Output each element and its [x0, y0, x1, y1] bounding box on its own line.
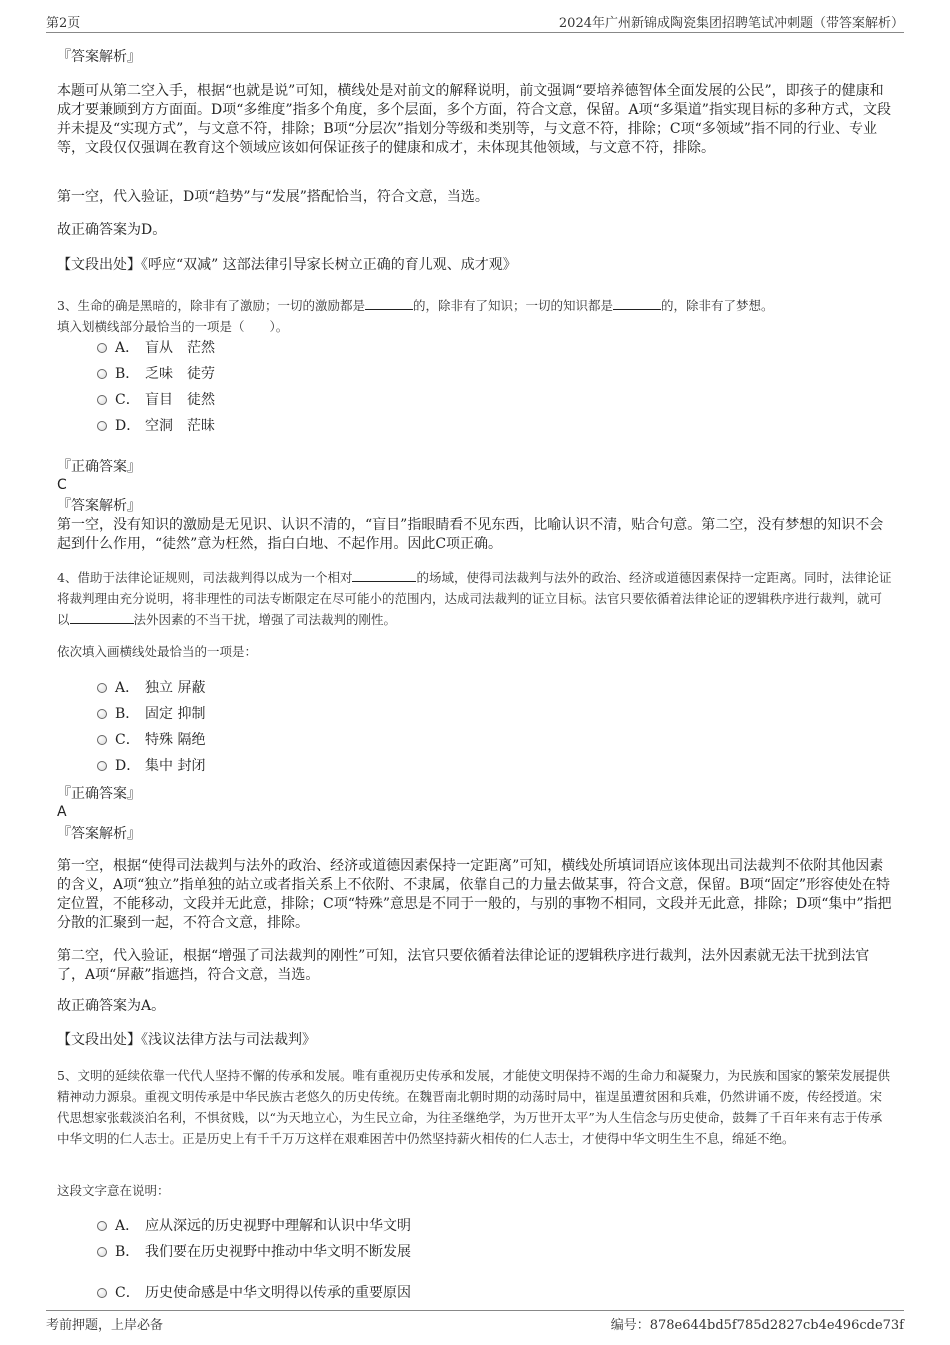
radio-button-icon[interactable] — [97, 683, 107, 693]
option-text: 历史使命感是中华文明得以传承的重要原因 — [145, 1285, 411, 1301]
radio-button-icon[interactable] — [97, 369, 107, 379]
option-text: 固定 抑制 — [145, 706, 206, 722]
q4-option-b[interactable] — [97, 705, 205, 724]
option-letter: D． — [115, 418, 141, 434]
radio-button-icon[interactable] — [97, 395, 107, 405]
q3-analysis-label: 『答案解析』 — [57, 498, 141, 514]
page-footer — [46, 1310, 904, 1331]
q3-analysis: 第一空，没有知识的激励是无见识、认识不清的，“盲目”指眼睛看不见东西，比喻认识不清，贴合句意。第二空，没有梦想的知识不会起到什么作用，“徒然”意为枉然，指白白地、不起作用。因此C项正确。 — [57, 517, 884, 552]
option-letter: B． — [115, 706, 140, 722]
q4-prompt: 依次填入画横线处最恰当的一项是： — [57, 644, 258, 659]
option-text: 应从深远的历史视野中理解和认识中华文明 — [145, 1218, 411, 1234]
option-text: 盲从 茫然 — [145, 340, 215, 356]
option-letter: C． — [115, 392, 140, 408]
radio-button-icon[interactable] — [97, 735, 107, 745]
radio-button-icon[interactable] — [97, 761, 107, 771]
q3-stem-part-c: 的，除非有了梦想。 — [660, 298, 774, 313]
q2-analysis-p3: 故正确答案为D。 — [57, 222, 167, 238]
option-letter: C． — [115, 1285, 140, 1301]
option-letter: A． — [115, 680, 140, 696]
q3-prompt: 填入划横线部分最恰当的一项是（ ）。 — [57, 319, 289, 334]
option-text: 乏味 徒劳 — [145, 366, 215, 382]
blank-line — [365, 297, 413, 310]
q3-answer: C — [57, 477, 67, 493]
q2-analysis-label: 『答案解析』 — [57, 49, 141, 65]
q4-analysis-p1: 第一空，根据“使得司法裁判与法外的政治、经济或道德因素保持一定距离”可知，横线处所填词语应该体现出司法裁判不依附其他因素的含义，A项“独立”指单独的站立或者指关系上不依附、不隶属，依靠自己的力量去做某事，符合文意，保留。B项“固定”形容使处在特定位置，不能移动，文段并无此意，排除；C项“特殊”意思是不同于一般的，与别的事物不相同，文段并无此意，排除；D项“集中”指把分散的汇聚到一起，不符合文意，排除。 — [57, 858, 892, 931]
q4-stem — [57, 567, 893, 630]
q3-option-b[interactable] — [97, 365, 215, 384]
blank-line — [70, 611, 134, 624]
q3-stem-part-a: 3、生命的确是黑暗的，除非有了激励；一切的激励都是 — [57, 298, 365, 313]
footer-slogan: 考前押题，上岸必备 — [46, 1318, 164, 1333]
radio-button-icon[interactable] — [97, 343, 107, 353]
q4-option-a[interactable] — [97, 679, 205, 698]
q4-stem-part-c: 法外因素的不当干扰，增强了司法裁判的刚性。 — [133, 612, 397, 627]
blank-line — [613, 297, 661, 310]
q4-source: 【文段出处】《浅议法律方法与司法裁判》 — [57, 1032, 316, 1048]
q4-stem-part-a: 4、借助于法律论证规则，司法裁判得以成为一个相对 — [57, 570, 353, 585]
option-text: 集中 封闭 — [145, 758, 206, 774]
q2-source: 【文段出处】《呼应“双减” 这部法律引导家长树立正确的育儿观、成才观》 — [57, 257, 517, 273]
option-letter: A． — [115, 1218, 140, 1234]
option-text: 我们要在历史视野中推动中华文明不断发展 — [145, 1244, 411, 1260]
option-letter: D． — [115, 758, 141, 774]
q5-option-a[interactable] — [97, 1217, 411, 1236]
option-text: 空洞 茫昧 — [145, 418, 215, 434]
page-header — [46, 10, 904, 33]
blank-line — [352, 569, 416, 582]
q2-analysis-p1: 本题可从第二空入手，根据“也就是说”可知，横线处是对前文的解释说明，前文强调“要培养德智体全面发展的公民”，即孩子的健康和成才要兼顾到方方面面。D项“多维度”指多个角度，多个层面，多个方面，符合文意，保留。A项“多渠道”指实现目标的多种方式，文段并未提及“实现方式”，与文意不符，排除；B项“分层次”指划分等级和类别等，与文意不符，排除；C项“多领域”指不同的行业、专业等，文段仅仅强调在教育这个领域应该如何保证孩子的健康和成才，未体现其他领域，与文意不符，排除。 — [57, 83, 891, 156]
q4-analysis-label: 『答案解析』 — [57, 826, 141, 842]
q3-option-a[interactable] — [97, 339, 215, 358]
q5-option-b[interactable] — [97, 1243, 411, 1262]
q5-prompt: 这段文字意在说明： — [57, 1183, 170, 1198]
q4-stem-part-b: 的场域，使得司法裁判与法外的政治、经济或道德因素保持一定距离。同时，法律论证将裁判理由充分说明，将非理性的司法专断限定在尽可能小的范围内，达成司法裁判的证立目标。法官只要依循着法律论证的逻辑秩序进行裁判，就可以 — [57, 570, 892, 627]
q3-answer-label: 『正确答案』 — [57, 459, 141, 475]
q2-analysis-p2: 第一空，代入验证，D项“趋势”与“发展”搭配恰当，符合文意，当选。 — [57, 189, 489, 205]
option-text: 独立 屏蔽 — [145, 680, 206, 696]
page-number: 第2页 — [46, 16, 81, 31]
option-letter: A． — [115, 340, 140, 356]
radio-button-icon[interactable] — [97, 709, 107, 719]
radio-button-icon[interactable] — [97, 1221, 107, 1231]
q4-answer-label: 『正确答案』 — [57, 786, 141, 802]
q4-analysis-p3: 故正确答案为A。 — [57, 998, 166, 1014]
option-text: 特殊 隔绝 — [145, 732, 206, 748]
option-letter: B． — [115, 366, 140, 382]
radio-button-icon[interactable] — [97, 1247, 107, 1257]
q3-stem — [57, 295, 893, 337]
q5-option-c[interactable] — [97, 1284, 411, 1303]
document-id: 编号：878e644bd5f785d2827cb4e496cde73f — [610, 1318, 904, 1333]
option-letter: C． — [115, 732, 140, 748]
q4-option-c[interactable] — [97, 731, 205, 750]
document-title: 2024年广州新锦成陶瓷集团招聘笔试冲刺题（带答案解析） — [558, 16, 904, 31]
option-letter: B． — [115, 1244, 140, 1260]
q4-answer: A — [57, 804, 67, 820]
radio-button-icon[interactable] — [97, 421, 107, 431]
q4-option-d[interactable] — [97, 757, 205, 776]
q3-stem-part-b: 的，除非有了知识；一切的知识都是 — [412, 298, 613, 313]
q3-option-c[interactable] — [97, 391, 215, 410]
q3-option-d[interactable] — [97, 417, 215, 436]
q4-analysis-p2: 第二空，代入验证，根据“增强了司法裁判的刚性”可知，法官只要依循着法律论证的逻辑秩序进行裁判，法外因素就无法干扰到法官了，A项“屏蔽”指遮挡，符合文意，当选。 — [57, 948, 870, 983]
q5-stem: 5、文明的延续依靠一代代人坚持不懈的传承和发展。唯有重视历史传承和发展，才能使文明保持不竭的生命力和凝聚力，为民族和国家的繁荣发展提供精神动力源泉。重视文明传承是中华民族古老悠久的历史传统。在魏晋南北朝时期的动荡时局中，崔逞虽遭贫困和兵难，仍然讲诵不废，传经授道。宋代思想家张载淡泊名利，不惧贫贱，以“为天地立心，为生民立命，为往圣继绝学，为万世开太平”为人生信念与历史使命，鼓舞了千百年来有志于传承中华文明的仁人志士。正是历史上有千千万万这样在艰难困苦中仍然坚持薪火相传的仁人志士，才使得中华文明生生不息，绵延不绝。 — [57, 1068, 890, 1146]
option-text: 盲目 徒然 — [145, 392, 215, 408]
radio-button-icon[interactable] — [97, 1288, 107, 1298]
